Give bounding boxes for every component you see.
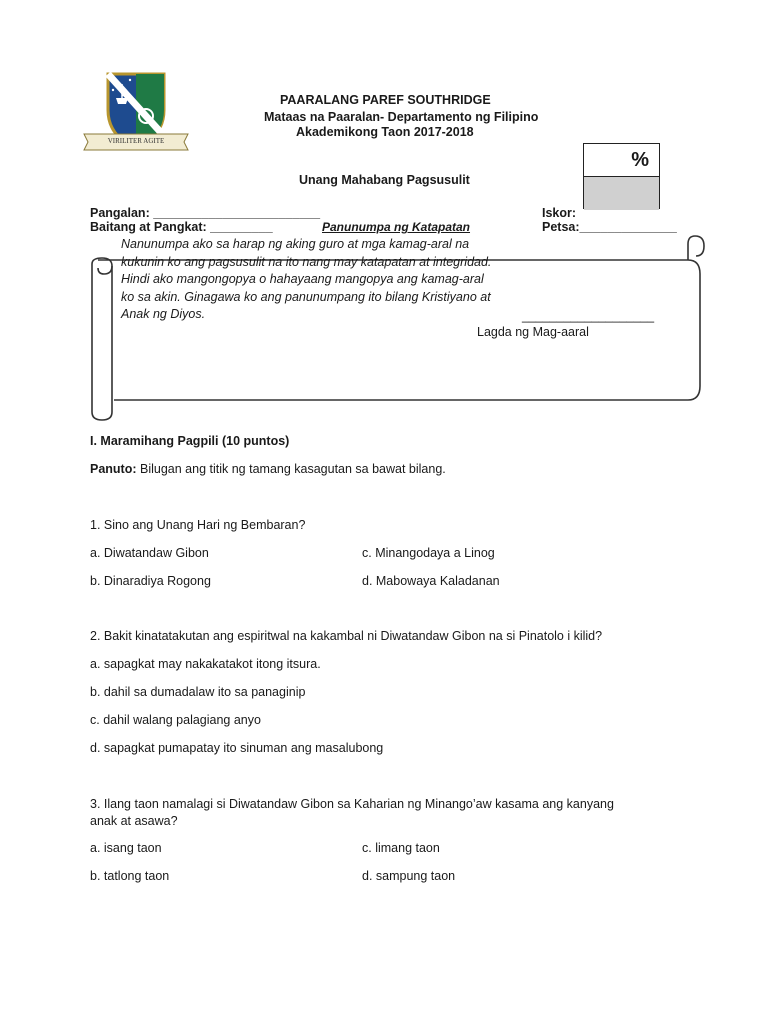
oath-line: ko sa akin. Ginagawa ko ang panunumpang ito bilang Kristiyano at [121,289,491,304]
q1-choice-b[interactable]: b. Dinaradiya Rogong [90,574,211,588]
signature-line[interactable]: ___________________ [522,309,655,323]
instructions-label: Panuto: [90,462,137,476]
percent-sign: % [631,149,649,171]
school-logo [80,70,192,158]
score-shaded-cell [584,177,659,210]
question-2: 2. Bakit kinatatakutan ang espiritwal na kakambal ni Diwatandaw Gibon na si Pinatolo i kilid? [90,629,603,643]
grade-section-field[interactable]: Baitang at Pangkat: _________ [90,220,273,234]
oath-line: kukunin ko ang pagsusulit na ito nang may katapatan at integridad. [121,254,492,269]
exam-title: Unang Mahabang Pagsusulit [299,173,470,187]
q3-choice-d[interactable]: d. sampung taon [362,869,456,883]
question-3-cont: anak at asawa? [90,814,178,828]
instructions-text: Bilugan ang titik ng tamang kasagutan sa bawat bilang. [136,462,446,476]
q1-choice-a[interactable]: a. Diwatandaw Gibon [90,546,209,560]
q1-choice-d[interactable]: d. Mabowaya Kaladanan [362,574,500,588]
oath-line: Anak ng Diyos. [121,307,206,321]
oath-text [121,236,491,324]
oath-line: Nanunumpa ako sa harap ng aking guro at mga kamag-aral na [121,237,470,251]
school-year: Akademikong Taon 2017-2018 [296,125,474,139]
department-line: Mataas na Paaralan- Departamento ng Filipino [264,110,539,124]
question-1: 1. Sino ang Unang Hari ng Bembaran? [90,518,306,532]
school-name: PAARALANG PAREF SOUTHRIDGE [280,93,491,107]
q3-choice-b[interactable]: b. tatlong taon [90,869,170,883]
logo-motto: VIRILITER AGITE [107,137,165,145]
q2-choice-c[interactable]: c. dahil walang palagiang anyo [90,713,261,727]
score-field[interactable]: Iskor: [542,206,577,220]
instructions [90,462,446,476]
q1-choice-c[interactable]: c. Minangodaya a Linog [362,546,495,560]
section-title: I. Maramihang Pagpili (10 puntos) [90,434,290,448]
q2-choice-d[interactable]: d. sapagkat pumapatay ito sinuman ang masalubong [90,741,384,755]
q3-choice-c[interactable]: c. limang taon [362,841,440,855]
date-field[interactable]: Petsa:______________ [542,220,677,234]
oath-title: Panunumpa ng Katapatan [322,220,471,234]
question-3: 3. Ilang taon namalagi si Diwatandaw Gibon sa Kaharian ng Minango’aw kasama ang kanyang [90,797,614,811]
score-box [583,143,660,209]
q3-choice-a[interactable]: a. isang taon [90,841,162,855]
signature-label: Lagda ng Mag-aaral [477,325,589,339]
oath-line: Hindi ako mangongopya o hahayaang mangopya ang kamag-aral [121,272,484,286]
name-field[interactable]: Pangalan: ________________________ [90,206,321,220]
q2-choice-b[interactable]: b. dahil sa dumadalaw ito sa panaginip [90,685,306,699]
q2-choice-a[interactable]: a. sapagkat may nakakatakot itong itsura. [90,657,321,671]
